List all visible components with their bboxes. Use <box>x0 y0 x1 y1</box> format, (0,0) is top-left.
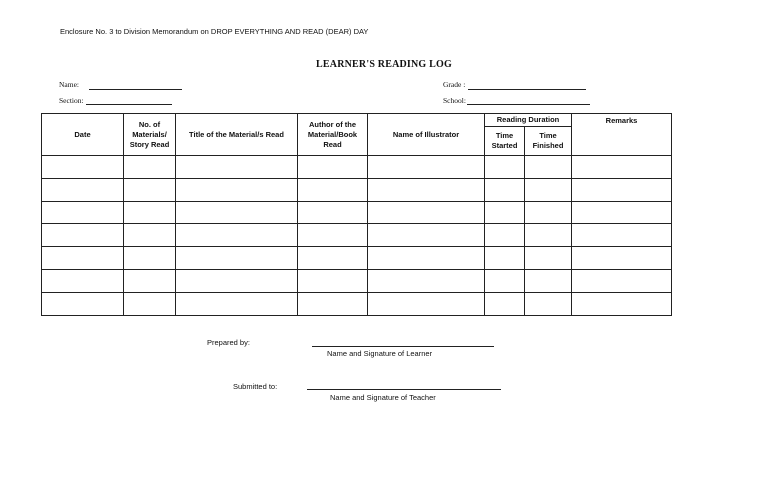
cell-remarks[interactable] <box>572 247 672 270</box>
cell-time-finished[interactable] <box>525 292 572 315</box>
enclosure-note: Enclosure No. 3 to Division Memorandum on DROP EVERYTHING AND READ (DEAR) DAY <box>60 27 369 36</box>
cell-author[interactable] <box>298 269 368 292</box>
cell-num-materials[interactable] <box>124 178 176 201</box>
col-time-started-header: Time Started <box>485 127 525 156</box>
table-row <box>42 156 672 179</box>
cell-num-materials[interactable] <box>124 224 176 247</box>
cell-title[interactable] <box>176 292 298 315</box>
col-date-header: Date <box>42 114 124 156</box>
col-illustrator-header: Name of Illustrator <box>368 114 485 156</box>
cell-author[interactable] <box>298 224 368 247</box>
cell-time-started[interactable] <box>485 269 525 292</box>
cell-author[interactable] <box>298 178 368 201</box>
cell-time-started[interactable] <box>485 224 525 247</box>
table-row <box>42 201 672 224</box>
cell-illustrator[interactable] <box>368 269 485 292</box>
teacher-signature-caption: Name and Signature of Teacher <box>330 393 436 402</box>
reading-log-table <box>41 113 672 316</box>
log-rows <box>42 156 672 316</box>
table-row <box>42 178 672 201</box>
learner-signature-line[interactable] <box>312 346 494 347</box>
cell-num-materials[interactable] <box>124 269 176 292</box>
cell-date[interactable] <box>42 269 124 292</box>
cell-title[interactable] <box>176 201 298 224</box>
cell-num-materials[interactable] <box>124 292 176 315</box>
name-field-line[interactable] <box>89 89 182 90</box>
cell-illustrator[interactable] <box>368 224 485 247</box>
cell-title[interactable] <box>176 178 298 201</box>
table-row <box>42 269 672 292</box>
cell-remarks[interactable] <box>572 201 672 224</box>
submitted-to-label: Submitted to: <box>233 382 278 391</box>
cell-title[interactable] <box>176 247 298 270</box>
table-row <box>42 292 672 315</box>
col-reading-duration-header: Reading Duration <box>485 114 572 127</box>
col-num-materials-header: No. of Materials/ Story Read <box>124 114 176 156</box>
cell-date[interactable] <box>42 156 124 179</box>
cell-illustrator[interactable] <box>368 292 485 315</box>
section-field-line[interactable] <box>86 104 172 105</box>
cell-time-finished[interactable] <box>525 201 572 224</box>
cell-time-finished[interactable] <box>525 156 572 179</box>
cell-title[interactable] <box>176 224 298 247</box>
cell-illustrator[interactable] <box>368 247 485 270</box>
grade-label: Grade : <box>443 80 466 89</box>
cell-num-materials[interactable] <box>124 247 176 270</box>
cell-time-started[interactable] <box>485 178 525 201</box>
cell-author[interactable] <box>298 156 368 179</box>
section-label: Section: <box>59 96 84 105</box>
teacher-signature-line[interactable] <box>307 389 501 390</box>
col-remarks-header: Remarks <box>572 114 672 156</box>
cell-illustrator[interactable] <box>368 178 485 201</box>
cell-author[interactable] <box>298 292 368 315</box>
cell-remarks[interactable] <box>572 292 672 315</box>
cell-date[interactable] <box>42 178 124 201</box>
cell-date[interactable] <box>42 201 124 224</box>
cell-time-started[interactable] <box>485 247 525 270</box>
learner-signature-caption: Name and Signature of Learner <box>327 349 433 358</box>
cell-remarks[interactable] <box>572 224 672 247</box>
cell-num-materials[interactable] <box>124 156 176 179</box>
cell-time-finished[interactable] <box>525 178 572 201</box>
cell-date[interactable] <box>42 292 124 315</box>
prepared-by-label: Prepared by: <box>207 338 250 347</box>
cell-title[interactable] <box>176 269 298 292</box>
cell-time-finished[interactable] <box>525 269 572 292</box>
cell-time-started[interactable] <box>485 156 525 179</box>
cell-remarks[interactable] <box>572 178 672 201</box>
cell-remarks[interactable] <box>572 156 672 179</box>
cell-time-started[interactable] <box>485 292 525 315</box>
cell-time-finished[interactable] <box>525 224 572 247</box>
cell-illustrator[interactable] <box>368 156 485 179</box>
cell-remarks[interactable] <box>572 269 672 292</box>
school-field-line[interactable] <box>467 104 590 105</box>
cell-author[interactable] <box>298 201 368 224</box>
cell-illustrator[interactable] <box>368 201 485 224</box>
grade-field-line[interactable] <box>468 89 586 90</box>
name-label: Name: <box>59 80 79 89</box>
cell-date[interactable] <box>42 224 124 247</box>
col-title-header: Title of the Material/s Read <box>176 114 298 156</box>
table-row <box>42 224 672 247</box>
col-time-finished-header: Time Finished <box>525 127 572 156</box>
school-label: School: <box>443 96 466 105</box>
page-title: LEARNER'S READING LOG <box>316 59 452 70</box>
cell-title[interactable] <box>176 156 298 179</box>
cell-num-materials[interactable] <box>124 201 176 224</box>
col-author-header: Author of the Material/Book Read <box>298 114 368 156</box>
cell-date[interactable] <box>42 247 124 270</box>
table-row <box>42 247 672 270</box>
cell-time-started[interactable] <box>485 201 525 224</box>
cell-author[interactable] <box>298 247 368 270</box>
cell-time-finished[interactable] <box>525 247 572 270</box>
